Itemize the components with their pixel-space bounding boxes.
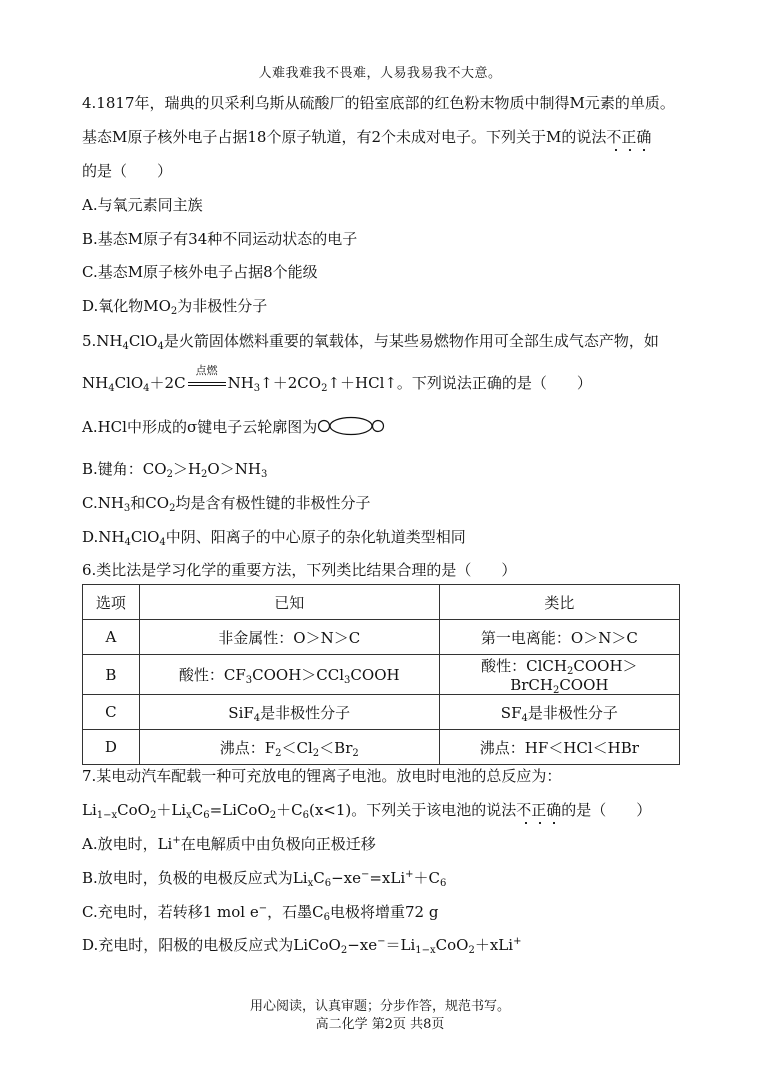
text: COOH＞CCl (252, 666, 345, 684)
text: 和CO (130, 494, 170, 512)
text: =LiCoO (209, 801, 270, 819)
sub: 1−x (415, 945, 436, 956)
sub: 4 (124, 537, 131, 548)
q6-stem: 6.类比法是学习化学的重要方法，下列类比结果合理的是（ ） (82, 561, 517, 579)
text: COOH (350, 666, 400, 684)
text: SF (500, 703, 522, 722)
table-cell: 第一电离能：O＞N＞C (439, 620, 679, 655)
sub: 2 (468, 945, 475, 956)
text: COOH＞BrCH (510, 657, 638, 694)
text: 的是（ ） (561, 801, 652, 819)
sub: 2 (169, 503, 176, 514)
q7-option-b (82, 868, 446, 888)
eq-text: NH (227, 374, 254, 392)
sup: − (360, 869, 370, 880)
sub: 6 (323, 912, 330, 923)
q4-emphasis: 不正确 (606, 128, 652, 146)
sub: 2 (312, 747, 320, 759)
sub: 2 (552, 685, 560, 696)
sub: 6 (302, 810, 309, 821)
sub: 2 (352, 747, 359, 759)
q7-option-d (82, 935, 521, 955)
text: 酸性：CF (178, 666, 246, 684)
q5-sub: 4 (122, 341, 129, 352)
q5-text: ClO (128, 332, 158, 350)
text: B.放电时，负极的电极反应式为Li (82, 869, 308, 887)
text: ＋xLi (474, 936, 514, 954)
text: =xLi (369, 869, 406, 887)
text: ＋C (276, 801, 303, 819)
sup: + (405, 869, 414, 880)
q5-text: 5.NH (82, 332, 123, 350)
q4-option-d-text: D.氧化物MO (82, 297, 171, 315)
table-cell (139, 695, 439, 730)
sub: 2 (567, 666, 574, 677)
q4-option-c: C.基态M原子核外电子占据8个能级 (82, 263, 318, 281)
sub: 2 (149, 810, 157, 821)
eq-text: NH (82, 374, 109, 392)
table-cell (139, 655, 439, 695)
table-header: 选项 (83, 585, 140, 620)
text: 沸点：F (219, 738, 276, 757)
text: ，石墨C (267, 903, 324, 921)
sub: 6 (440, 878, 447, 889)
text: C (313, 869, 325, 887)
reaction-condition: 点燃 (195, 364, 218, 377)
q4-stem-line1: 4.1817年，瑞典的贝采利乌斯从硫酸厂的铅室底部的红色粉末物质中制得M元素的单质。 (82, 94, 675, 112)
text: 酸性：ClCH (481, 657, 567, 675)
table-row (83, 730, 680, 765)
text: ＞H (172, 460, 202, 478)
text: ＜Cl (281, 738, 313, 757)
sub: x (186, 810, 192, 821)
sigma-orbital-icon (317, 416, 385, 436)
q5-option-a (82, 416, 385, 437)
text: ClO (130, 528, 160, 546)
text: SiF (228, 703, 254, 722)
q5-stem-line1 (82, 331, 659, 351)
q4-option-b: B.基态M原子有34种不同运动状态的电子 (82, 230, 358, 248)
sup: − (258, 903, 268, 914)
q5-equation (82, 364, 592, 394)
sub: 3 (123, 503, 131, 514)
eq-text: ↑＋HCl↑。下列说法正确的是（ ） (327, 374, 592, 392)
sub: 1−x (96, 810, 118, 821)
table-cell: D (83, 730, 140, 765)
table-cell: 沸点：HF＜HCl＜HBr (439, 730, 679, 765)
table-cell (139, 730, 439, 765)
q5-option-c (82, 493, 370, 513)
table-header-row (83, 585, 680, 620)
text: CoO (435, 936, 469, 954)
text: 电极将增重72 g (329, 903, 439, 921)
q4-stem-line2-text: 基态M原子核外电子占据18个原子轨道，有2个未成对电子。下列关于M的说法 (82, 128, 607, 146)
sub: 4 (253, 712, 261, 724)
table-cell: C (83, 695, 140, 730)
eq-sub: 4 (143, 383, 150, 394)
sup: − (377, 936, 386, 947)
text: COOH (559, 676, 609, 694)
table-cell: 非金属性：O＞N＞C (139, 620, 439, 655)
q4-option-d-text2: 为非极性分子 (177, 297, 268, 315)
table-row (83, 655, 680, 695)
page-number: 高二化学 第2页 共8页 (315, 1017, 445, 1032)
text: CoO (117, 801, 150, 819)
table-cell: B (83, 655, 140, 695)
text: D.充电时，阳极的电极反应式为LiCoO (82, 936, 341, 954)
q7-option-a (82, 834, 376, 854)
header-motto: 人难我难我不畏难，人易我易我不大意。 (258, 66, 502, 81)
text: 均是含有极性键的非极性分子 (175, 494, 371, 512)
q7-stem: 7.某电动汽车配载一种可充放电的锂离子电池。放电时电池的总反应为： (82, 767, 562, 785)
q5-option-a-text: A.HCl中形成的σ键电子云轮廓图为 (82, 418, 318, 436)
q4-option-d (82, 296, 267, 316)
text: ＋C (413, 869, 441, 887)
q7-equation (82, 800, 651, 820)
q4-option-d-sub: 2 (170, 306, 178, 317)
text: C.NH (82, 494, 124, 512)
sub: x (307, 878, 314, 889)
text: ＝Li (385, 936, 416, 954)
eq-sub: 3 (253, 383, 261, 394)
sub: 6 (324, 878, 332, 889)
reaction-arrow (186, 364, 228, 393)
text: D.NH (82, 528, 125, 546)
text: C.充电时，若转移1 mol e (82, 903, 259, 921)
text: −xe (331, 869, 361, 887)
text: 是非极性分子 (260, 703, 351, 722)
text: O＞NH (207, 460, 261, 478)
table-header: 已知 (139, 585, 439, 620)
q4-stem-line2 (82, 127, 651, 147)
text: −xe (347, 936, 378, 954)
footer-advice: 用心阅读，认真审题；分步作答，规范书写。 (249, 999, 510, 1014)
sub: 2 (275, 747, 282, 759)
text: A.放电时，Li (82, 835, 173, 853)
text: C (191, 801, 204, 819)
table-cell: A (83, 620, 140, 655)
sup: + (172, 835, 181, 846)
sub: 2 (269, 810, 277, 821)
equals-sign (188, 382, 226, 386)
q5-option-b (82, 459, 267, 479)
q5-sub: 4 (157, 341, 164, 352)
sub: 3 (245, 675, 253, 686)
sub: 4 (159, 537, 166, 548)
sub: 2 (166, 469, 173, 480)
table-cell (439, 655, 679, 695)
text: Li (82, 801, 97, 819)
text: 是非极性分子 (527, 703, 618, 722)
text: (x<1)。下列关于该电池的说法 (308, 801, 517, 819)
sub: 3 (344, 675, 351, 686)
text: 在电解质中由负极向正极迁移 (180, 835, 376, 853)
eq-sub: 4 (108, 383, 115, 394)
q7-option-c (82, 902, 438, 922)
eq-sub: 2 (321, 383, 328, 394)
sub: 6 (203, 810, 210, 821)
table-row (83, 695, 680, 730)
q4-option-a: A.与氧元素同主族 (82, 196, 203, 214)
q5-option-d (82, 527, 466, 547)
q5-text: 是火箭固体燃料重要的氧载体，与某些易燃物作用可全部生成气态产物，如 (163, 332, 659, 350)
text: ＋Li (156, 801, 187, 819)
sub: 2 (340, 945, 348, 956)
eq-text: ＋2C (149, 374, 186, 392)
sub: 2 (201, 469, 208, 480)
eq-text: ClO (114, 374, 144, 392)
sub: 3 (260, 469, 268, 480)
sub: 4 (521, 712, 528, 724)
text: 中阴、阳离子的中心原子的杂化轨道类型相同 (165, 528, 466, 546)
text: ＜Br (319, 738, 353, 757)
q7-emphasis: 不正确 (516, 801, 562, 819)
q4-stem-line3: 的是（ ） (82, 162, 173, 180)
table-header: 类比 (439, 585, 679, 620)
q5-option-b-text: B.键角：CO (82, 460, 167, 478)
analogy-table (82, 584, 680, 765)
table-row (83, 620, 680, 655)
eq-text: ↑＋2CO (260, 374, 322, 392)
table-cell (439, 695, 679, 730)
sup: + (513, 936, 522, 947)
